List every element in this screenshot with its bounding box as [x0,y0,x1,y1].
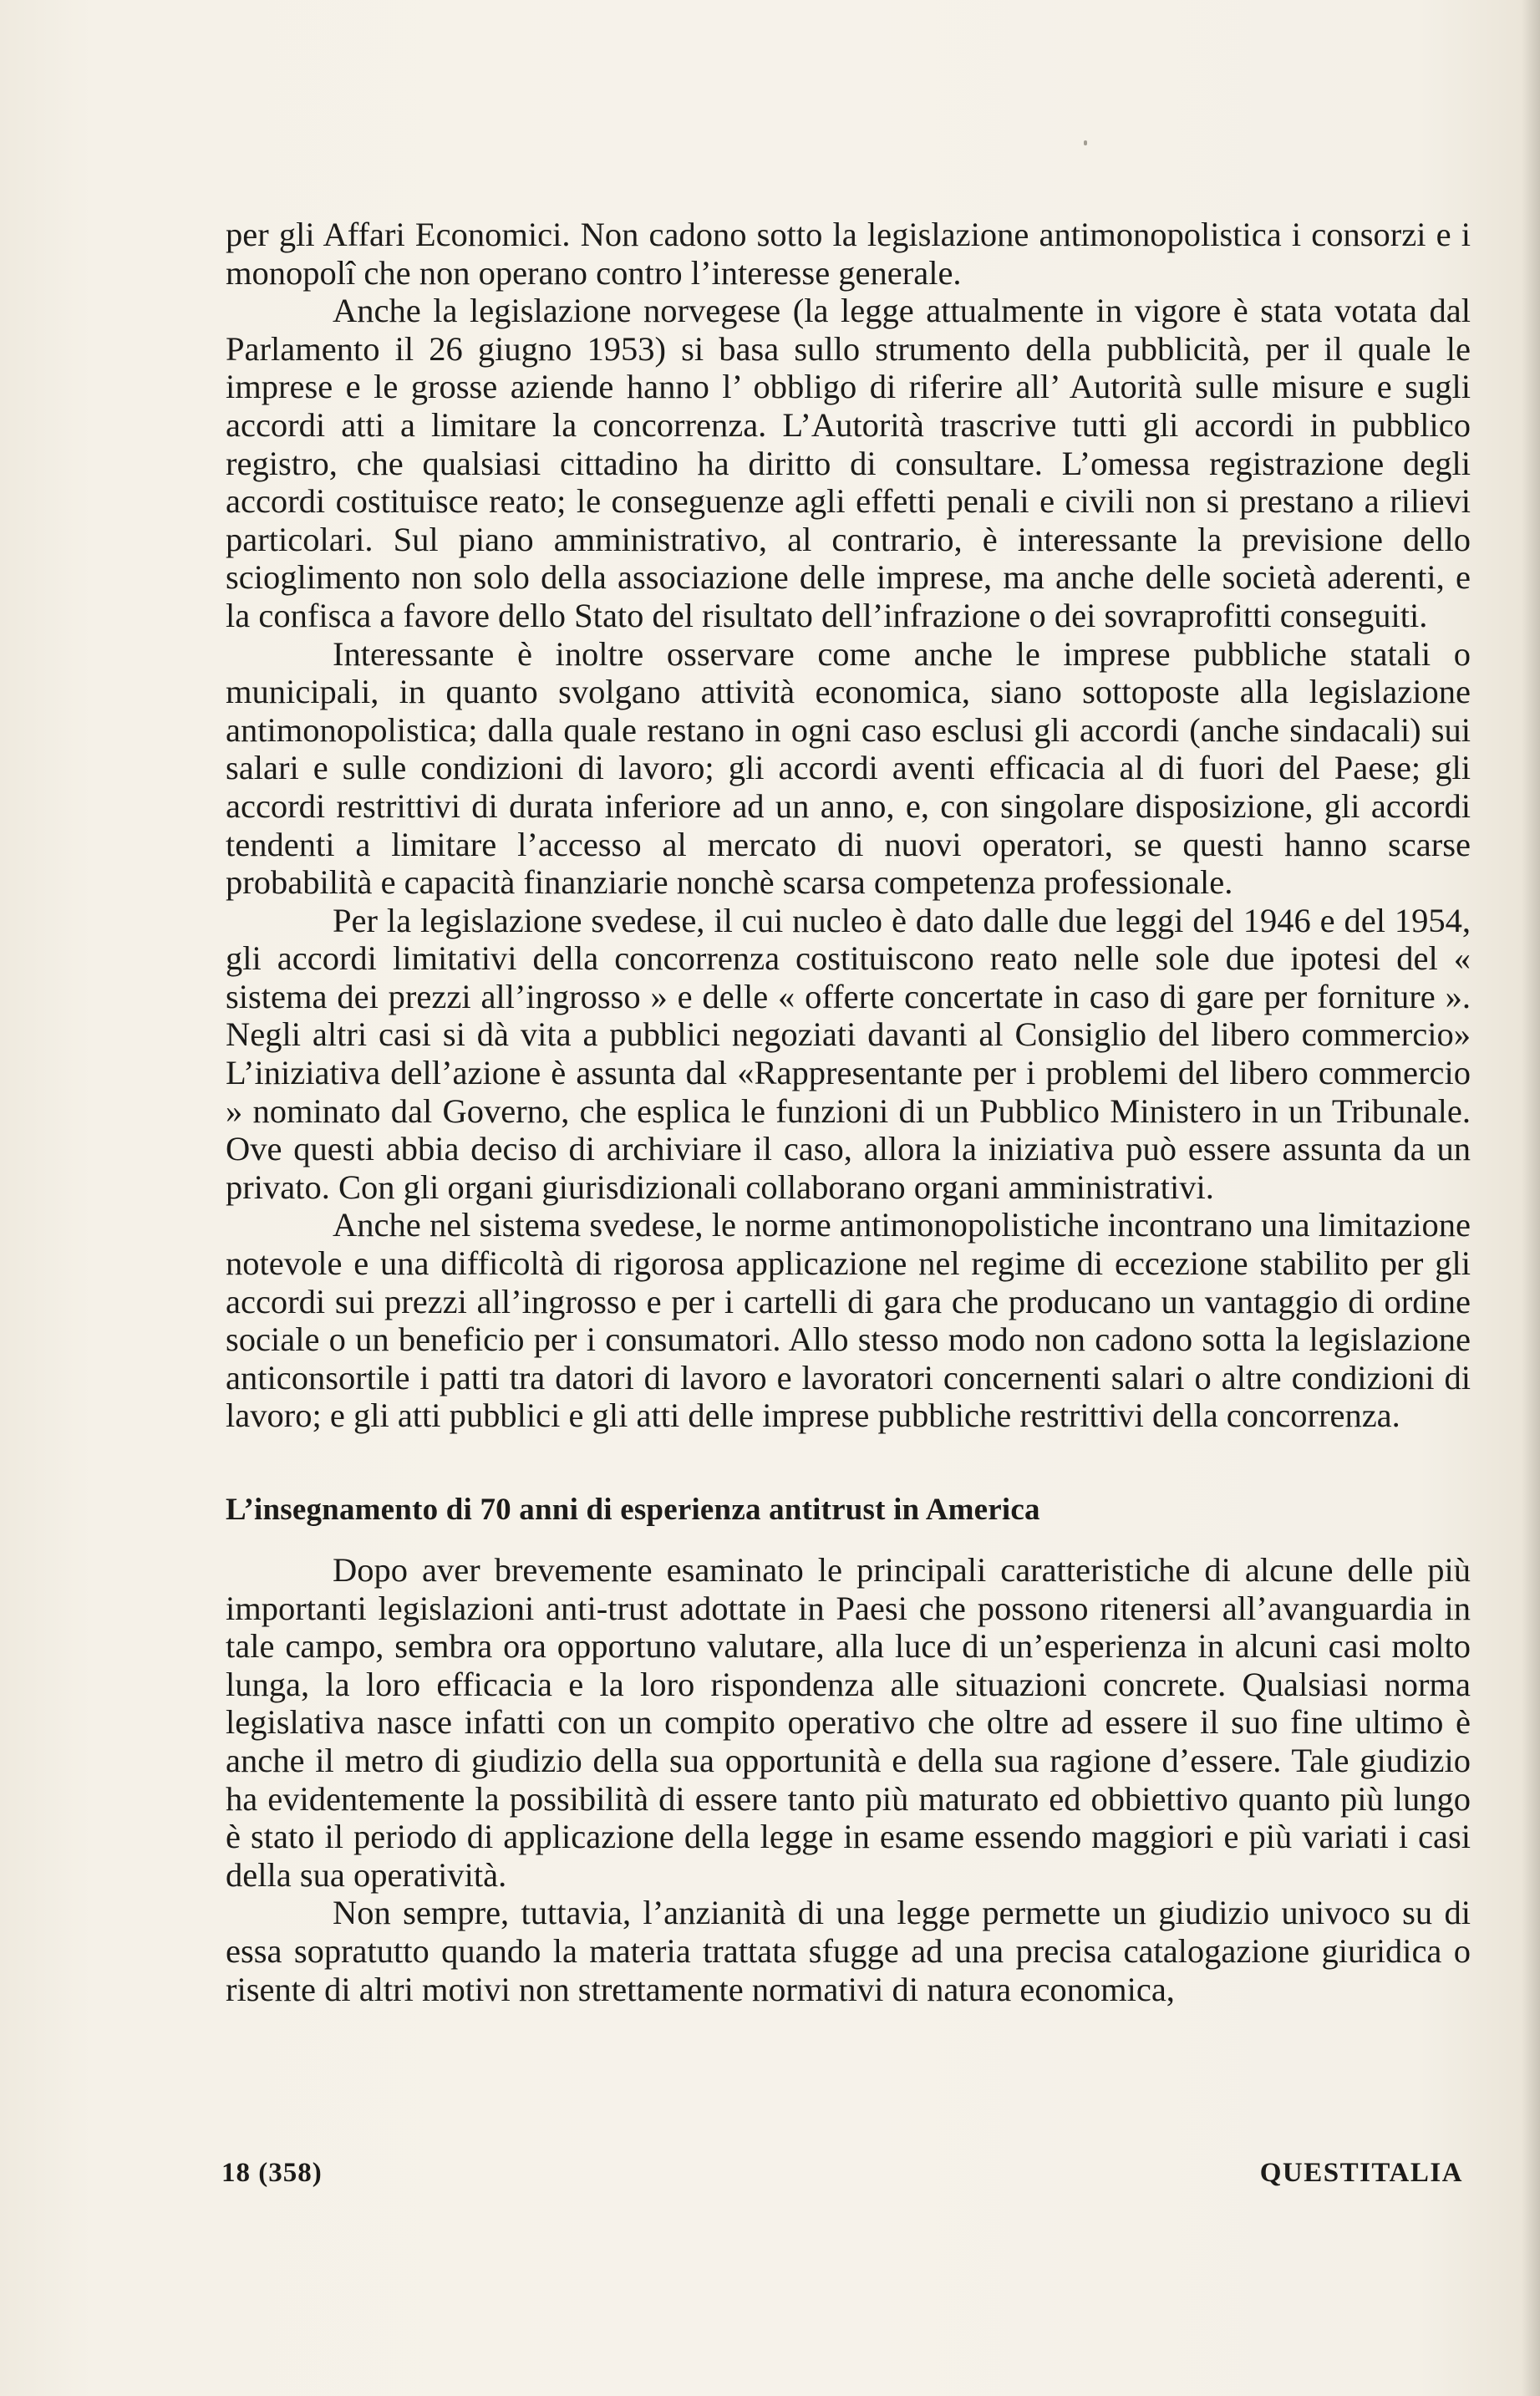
paragraph: Interessante è inoltre osservare come anche le imprese pubbliche statali o municipali, in quanto svolgano attività economica, siano sottoposte alla legislazione antimonopolistica; dalla quale restano in ogni caso esclusi gli accordi (anche sindacali) sui salari e sulle condizioni di lavoro; gli accordi aventi efficacia al di fuori del Paese; gli accordi restrittivi di durata inferiore ad un anno, e, con singolare disposizione, gli accordi tendenti a limitare l’accesso al mercato di nuovi operatori, se questi hanno scarse probabilità e capacità finanziarie nonchè scarsa competenza professionale. [226,634,1471,902]
page-edge-shadow [1522,0,1540,2396]
article-body [226,216,1471,2008]
paragraph: Non sempre, tuttavia, l’anzianità di una legge permette un giudizio univoco su di essa sopratutto quando la materia trattata sfugge ad una precisa catalogazione giuridica o risente di altri motivi non strettamente normativi di natura economica, [226,1894,1471,2008]
page-number: 18 (358) [221,2158,323,2188]
scan-speck [1084,140,1087,145]
paragraph: Per la legislazione svedese, il cui nucleo è dato dalle due leggi del 1946 e del 1954, gli accordi limitativi della concorrenza costituiscono reato nelle sole due ipotesi del « sistema dei prezzi all’ingrosso » e delle « offerte concertate in caso di gare per forniture ». Negli altri casi si dà vita a pubblici negoziati davanti al Consiglio del libero commercio» L’iniziativa dell’azione è assunta dal «Rappresentante per i problemi del libero commercio » nominato dal Governo, che esplica le funzioni di un Pubblico Ministero in un Tribunale. Ove questi abbia deciso di archiviare il caso, allora la iniziativa può essere assunta da un privato. Con gli organi giurisdizionali collaborano organi amministrativi. [226,901,1471,1206]
paragraph: Anche la legislazione norvegese (la legge attualmente in vigore è stata votata dal Parlamento il 26 giugno 1953) si basa sullo strumento della pubblicità, per il quale le imprese e le grosse aziende hanno l’ obbligo di riferire all’ Autorità sulle misure e sugli accordi atti a limitare la concorrenza. L’Autorità trascrive tutti gli accordi in pubblico registro, che qualsiasi cittadino ha diritto di consultare. L’omessa registrazione degli accordi costituisce reato; le conseguenze agli effetti penali e civili non si prestano a rilievi particolari. Sul piano amministrativo, al contrario, è interessante la previsione dello scioglimento non solo della associazione delle imprese, ma anche delle società aderenti, e la confisca a favore dello Stato del risultato dell’infrazione o dei sovraprofitti conseguiti. [226,292,1471,634]
paragraph: Dopo aver brevemente esaminato le principali caratteristiche di alcune delle più importanti legislazioni anti-trust adottate in Paesi che possono ritenersi all’avanguardia in tale campo, sembra ora opportuno valutare, alla luce di un’esperienza in alcuni casi molto lunga, la loro efficacia e la loro rispondenza alle situazioni concrete. Qualsiasi norma legislativa nasce infatti con un compito operativo che oltre ad essere il suo fine ultimo è anche il metro di giudizio della sua opportunità e della sua ragione d’essere. Tale giudizio ha evidentemente la possibilità di essere tanto più maturato ed obbiettivo quanto più lungo è stato il periodo di applicazione della legge in esame essendo maggiori e più variati i casi della sua operatività. [226,1551,1471,1894]
section-heading: L’insegnamento di 70 anni di esperienza antitrust in America [226,1493,1040,1527]
journal-name: QUESTITALIA [1259,2158,1463,2188]
paragraph: per gli Affari Economici. Non cadono sotto la legislazione antimonopolistica i consorzi e i monopolî che non operano contro l’interesse generale. [226,216,1471,292]
paragraph: Anche nel sistema svedese, le norme antimonopolistiche incontrano una limitazione notevole e una difficoltà di rigorosa applicazione nel regime di eccezione stabilito per gli accordi sui prezzi all’ingrosso e per i cartelli di gara che producano un vantaggio di ordine sociale o un beneficio per i consumatori. Allo stesso modo non cadono sotta la legislazione anticonsortile i patti tra datori di lavoro e lavoratori concernenti salari o altre condizioni di lavoro; e gli atti pubblici e gli atti delle imprese pubbliche restrittivi della concorrenza. [226,1206,1471,1435]
